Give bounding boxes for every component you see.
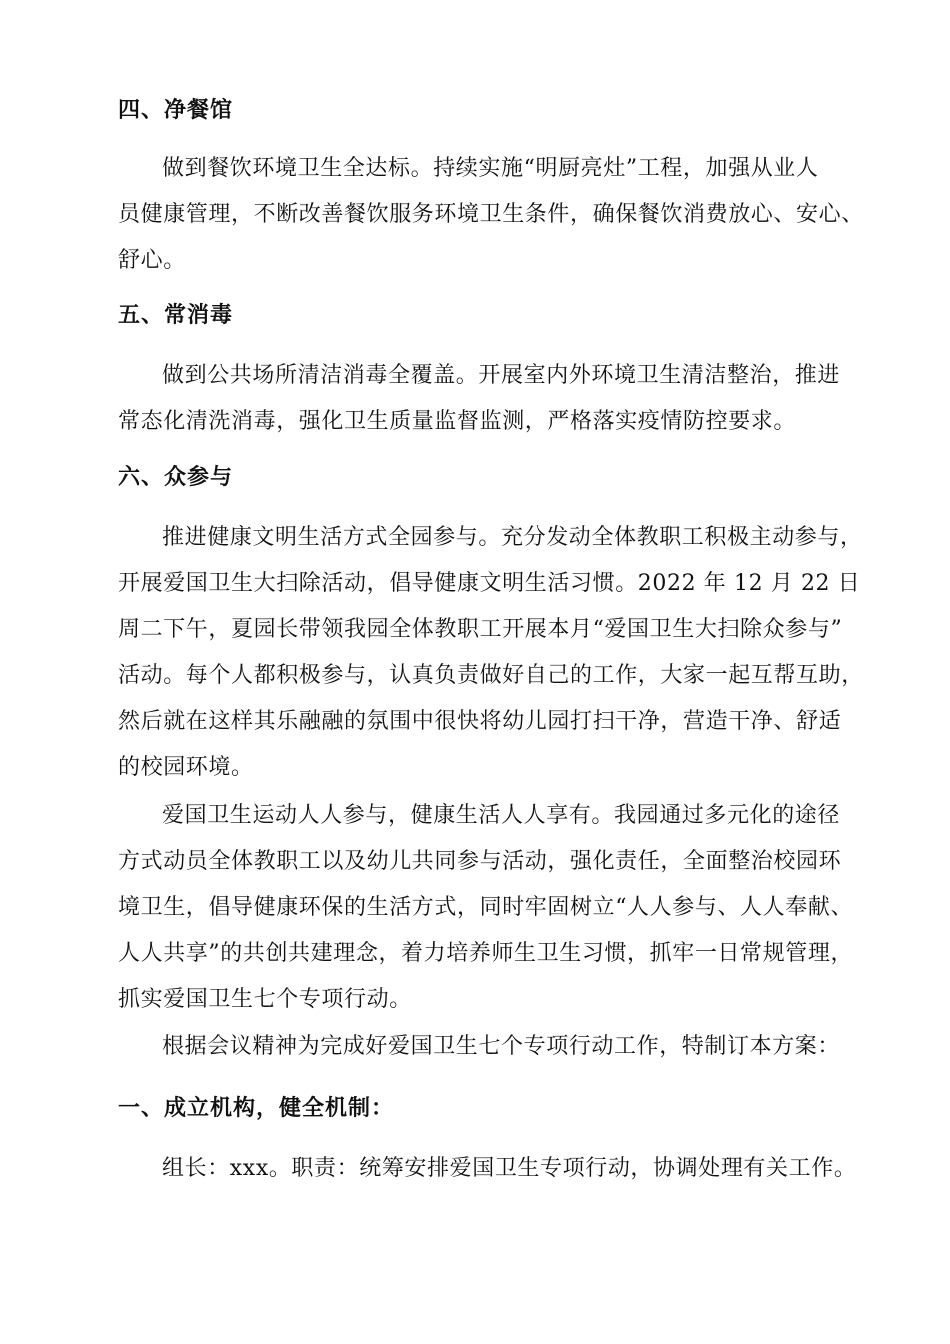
- paragraph: [118, 1024, 848, 1070]
- text-line: 做到餐饮环境卫生全达标。持续实施“明厨亮灶”工程，加强从业人: [162, 156, 819, 181]
- text-line: 然后就在这样其乐融融的氛围中很快将幼儿园打扫干净，营造干净、舒适: [118, 709, 842, 734]
- text-line: 开展爱国卫生大扫除活动，倡导健康文明生活习惯。2022 年 12 月 22 日: [118, 571, 861, 596]
- text-line: 常态化清洗消毒，强化卫生质量监督监测，严格落实疫情防控要求。: [118, 409, 797, 434]
- text-line: 周二下午，夏园长带领我园全体教职工开展本月“爱国卫生大扫除众参与”: [118, 617, 843, 642]
- text-line: 方式动员全体教职工以及幼儿共同参与活动，强化责任，全面整治校园环: [118, 849, 842, 874]
- section-heading: 一、成立机构，健全机制：: [118, 1096, 395, 1121]
- paragraph: [118, 515, 864, 791]
- text-line: 员健康管理，不断改善餐饮服务环境卫生条件，确保餐饮消费放心、安心、: [118, 202, 864, 227]
- text-line: 舒心。: [118, 248, 186, 273]
- paragraph: [118, 353, 848, 445]
- text-line: 抓实爱国卫生七个专项行动。: [118, 987, 412, 1012]
- paragraph: [118, 146, 864, 284]
- text-line: 组长：xxx。职责：统筹安排爱国卫生专项行动，协调处理有关工作。: [162, 1156, 857, 1181]
- text-line: 推进健康文明生活方式全园参与。充分发动全体教职工积极主动参与，: [162, 525, 863, 550]
- text-line: 根据会议精神为完成好爱国卫生七个专项行动工作，特制订本方案：: [162, 1034, 841, 1059]
- text-line: 境卫生，倡导健康环保的生活方式，同时牢固树立“人人参与、人人奉献、: [118, 895, 854, 920]
- section-heading: 四、净餐馆: [118, 98, 234, 123]
- text-line: 做到公共场所清洁消毒全覆盖。开展室内外环境卫生清洁整治，推进: [162, 363, 841, 388]
- section-heading: 五、常消毒: [118, 303, 234, 328]
- section-heading: 六、众参与: [118, 465, 234, 490]
- text-line: 爱国卫生运动人人参与，健康生活人人享有。我园通过多元化的途径: [162, 803, 841, 828]
- text-line: 的校园环境。: [118, 755, 254, 780]
- paragraph: [118, 793, 854, 1023]
- paragraph: [118, 1146, 857, 1192]
- text-line: 活动。每个人都积极参与，认真负责做好自己的工作，大家一起互帮互助，: [118, 663, 864, 688]
- text-line: 人人共享”的共创共建理念，着力培养师生卫生习惯，抓牢一日常规管理，: [118, 941, 854, 966]
